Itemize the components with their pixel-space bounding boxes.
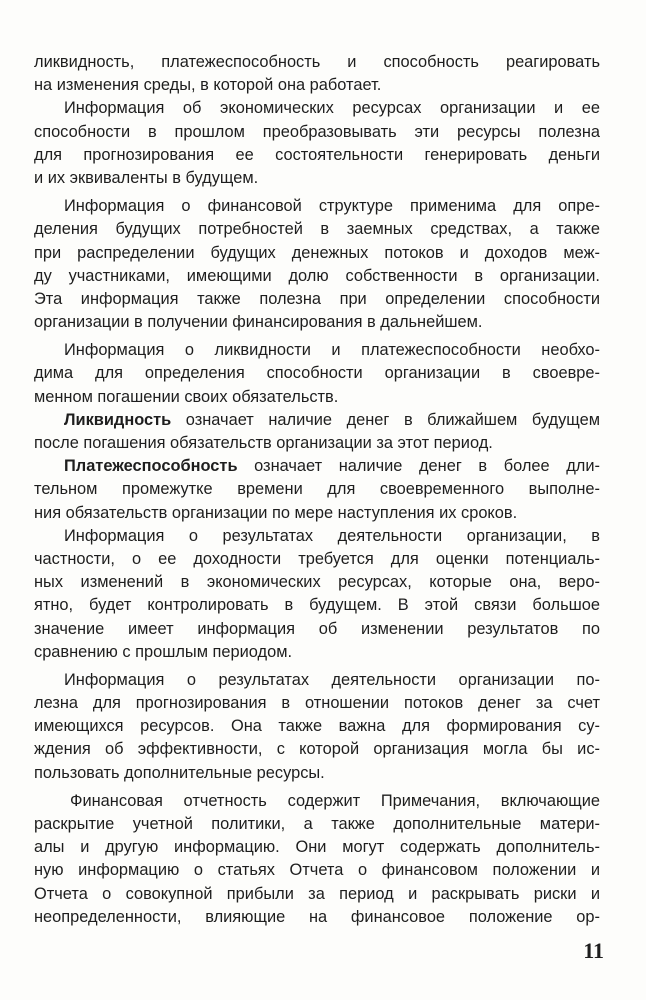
text-line: Финансовая отчетность содержит Примечания, включающие <box>70 791 600 810</box>
paragraph-solvency <box>34 455 600 525</box>
paragraph <box>34 195 600 334</box>
text-line: сравнению с прошлым периодом. <box>34 642 293 661</box>
text-line: имеющихся ресурсов. Она также важна для формирования су- <box>34 717 600 736</box>
text-line: Эта информация также полезна при определении способности <box>34 289 600 308</box>
text-line: Информация о результатах деятельности организации, в <box>64 526 600 545</box>
text-line: раскрытие учетной политики, а также дополнительные матери- <box>34 815 600 833</box>
text-line: после погашения обязательств организации за этот период. <box>34 434 493 452</box>
text-line: Информация об экономических ресурсах организации и ее <box>64 99 600 118</box>
text-line: ятно, будет контролировать в будущем. В этой связи большое <box>34 596 600 615</box>
text-line: дима для определения способности организации в своевре- <box>34 364 600 383</box>
body-text <box>34 51 600 929</box>
text-line: Отчета о совокупной прибыли за период и раскрывать риски и <box>34 884 600 903</box>
text-line: тельном промежутке времени для своевременного выполне- <box>34 480 600 499</box>
definition-text: означает наличие денег в ближайшем будущем <box>171 410 600 429</box>
paragraph <box>34 51 600 97</box>
text-line <box>34 455 600 478</box>
paragraph <box>34 790 600 929</box>
text-line: менном погашении своих обязательств. <box>34 387 339 406</box>
text-line: лезна для прогнозирования в отношении потоков денег за счет <box>34 694 600 713</box>
text-line: для прогнозирования ее состоятельности генерировать деньги <box>34 145 600 164</box>
text-line: ждения об эффективности, с которой организация могла бы ис- <box>34 740 600 759</box>
text-line: пользовать дополнительные ресурсы. <box>34 763 325 782</box>
paragraph <box>34 97 600 190</box>
page-number: 11 <box>583 938 604 963</box>
text-line: частности, о ее доходности требуется для оценки потенциаль- <box>34 549 600 568</box>
text-line: ду участниками, имеющими долю собственности в организации. <box>34 266 600 285</box>
text-line: на изменения среды, в которой она работает. <box>34 76 382 95</box>
term-solvency: Платежеспособность <box>64 457 238 476</box>
text-line: значение имеет информация об изменении результатов по <box>34 619 600 638</box>
text-line: организации в получении финансирования в дальнейшем. <box>34 313 483 332</box>
text-line: Информация о результатах деятельности организации по- <box>64 670 600 689</box>
paragraph <box>34 669 600 785</box>
text-line: неопределенности, влияющие на финансовое положение ор- <box>34 907 600 926</box>
text-line: ных изменений в экономических ресурсах, которые она, веро- <box>34 573 600 592</box>
text-line <box>34 409 600 432</box>
text-line: и их эквиваленты в будущем. <box>34 168 259 187</box>
text-line: Информация о ликвидности и платежеспособности необхо- <box>64 341 600 360</box>
text-line: ликвидность, платежеспособность и способность реагировать <box>34 53 600 71</box>
paragraph <box>34 525 600 664</box>
text-line: алы и другую информацию. Они могут содержать дополнитель- <box>34 838 600 857</box>
text-line: способности в прошлом преобразовывать эти ресурсы полезна <box>34 122 600 141</box>
paragraph-liquidity <box>34 409 600 455</box>
term-liquidity: Ликвидность <box>64 410 172 429</box>
paragraph <box>34 339 600 409</box>
text-line: ную информацию о статьях Отчета о финансовом положении и <box>34 861 600 880</box>
text-line: деления будущих потребностей в заемных средствах, а также <box>34 220 600 239</box>
text-line: при распределении будущих денежных потоков и доходов меж- <box>34 243 600 262</box>
text-line: ния обязательств организации по мере наступления их сроков. <box>34 503 518 522</box>
definition-text: означает наличие денег в более дли- <box>237 457 600 476</box>
text-line: Информация о финансовой структуре применима для опре- <box>64 197 600 216</box>
